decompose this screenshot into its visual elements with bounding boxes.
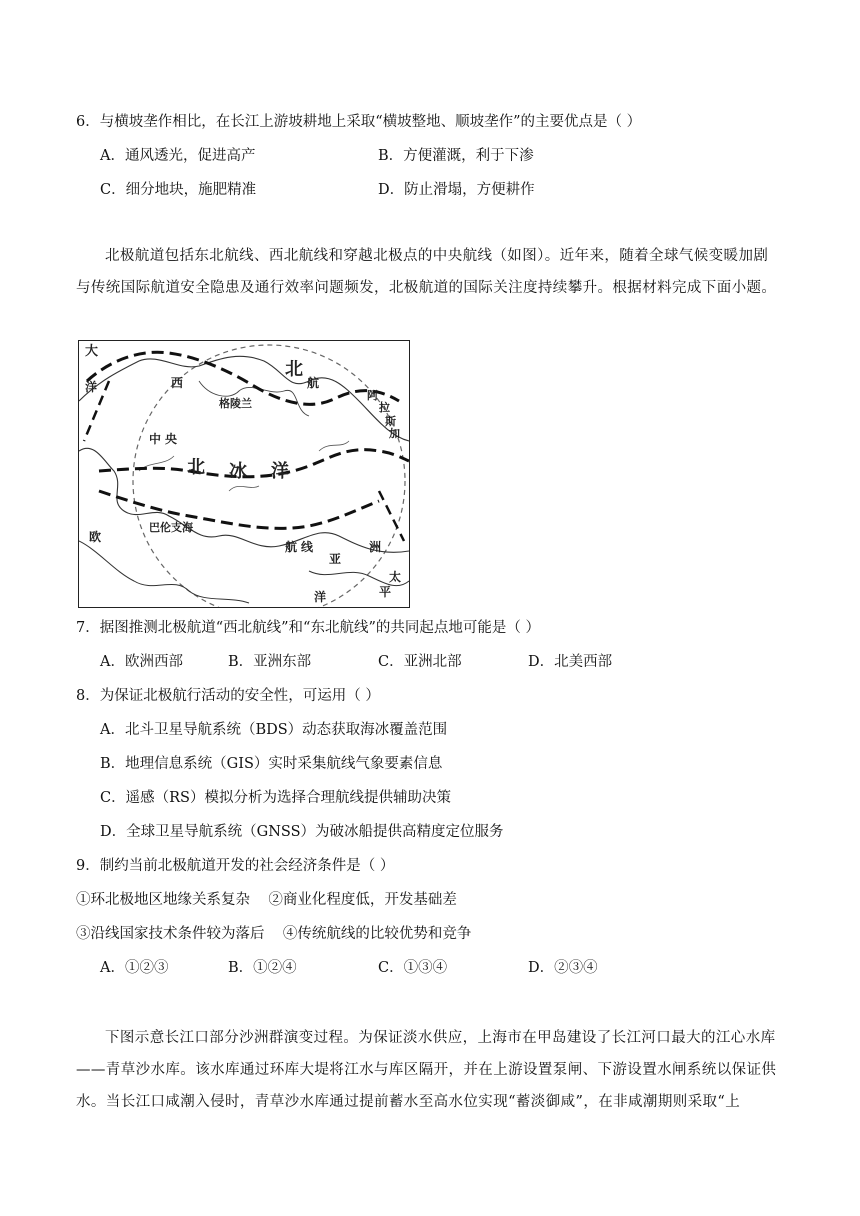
q9-items-1: ①环北极地区地缘关系复杂 ②商业化程度低，开发基础差 xyxy=(76,892,457,908)
q9-option-c: C．①③④ xyxy=(378,960,448,976)
q6-option-b: B．方便灌溉，利于下渗 xyxy=(378,148,534,164)
arctic-map-svg xyxy=(79,341,409,607)
central-route xyxy=(99,450,409,477)
map-label-14: 亚 xyxy=(329,552,342,566)
q8-option-b: B．地理信息系统（GIS）实时采集航线气象要素信息 xyxy=(100,756,443,772)
map-label-16: 太 xyxy=(389,570,402,584)
q9-option-a: A．①②③ xyxy=(100,960,169,976)
q9-option-b: B．①②④ xyxy=(228,960,297,976)
arctic-route-map xyxy=(78,340,410,608)
q8-option-c: C．遥感（RS）模拟分析为选择合理航线提供辅助决策 xyxy=(100,790,451,806)
map-label-21: 斯 xyxy=(385,415,396,428)
q7-stem: 7．据图推测北极航道“西北航线”和“东北航线”的共同起点地可能是（ ） xyxy=(76,620,540,636)
passage-arctic: 北极航道包括东北航线、西北航线和穿越北极点的中央航线（如图）。近年来，随着全球气候变暖加剧与传统国际航道安全隐患及通行效率问题频发，北极航道的国际关注度持续攀升。根据材料完成下面小题。 xyxy=(76,248,777,296)
coastline-sw xyxy=(79,541,249,603)
q6-option-d: D．防止滑塌，方便耕作 xyxy=(378,182,535,198)
map-label-9: 洋 xyxy=(271,461,289,482)
map-label-11: 线 xyxy=(301,540,314,554)
q6-option-a: A．通风透光，促进高产 xyxy=(100,148,256,164)
q9-option-d: D．②③④ xyxy=(528,960,598,976)
map-label-13: 欧 xyxy=(89,530,102,544)
q8-option-a: A．北斗卫星导航系统（BDS）动态获取海冰覆盖范围 xyxy=(100,722,448,738)
map-label-2: 西 xyxy=(171,376,184,390)
map-label-4: 航 xyxy=(307,376,320,390)
q7-option-a: A．欧洲西部 xyxy=(100,654,183,670)
map-label-12: 巴伦支海 xyxy=(149,521,193,534)
map-label-7: 北 xyxy=(187,457,205,478)
map-label-3: 北 xyxy=(285,359,303,380)
map-label-23: 格陵兰 xyxy=(219,397,252,410)
q7-option-d: D．北美西部 xyxy=(528,654,613,670)
map-label-5: 中 xyxy=(149,432,162,446)
map-label-0: 大 xyxy=(85,344,99,359)
q6-option-c: C．细分地块，施肥精准 xyxy=(100,182,257,198)
q9-stem: 9．制约当前北极航道开发的社会经济条件是（ ） xyxy=(76,858,395,874)
map-label-8: 冰 xyxy=(229,461,247,482)
map-label-22: 加 xyxy=(389,427,400,440)
q6-stem: 6．与横坡垄作相比，在长江上游坡耕地上采取“横坡整地、顺坡垄作”的主要优点是（ ） xyxy=(76,114,642,130)
q7-option-b: B．亚洲东部 xyxy=(228,654,312,670)
map-label-19: 阿 xyxy=(367,389,378,402)
map-label-1: 洋 xyxy=(85,380,98,394)
map-label-17: 平 xyxy=(379,585,392,599)
map-label-10: 航 xyxy=(285,540,298,554)
map-label-20: 拉 xyxy=(379,401,390,414)
q7-option-c: C．亚洲北部 xyxy=(378,654,462,670)
q8-stem: 8．为保证北极航行活动的安全性，可运用（ ） xyxy=(76,688,380,704)
map-label-6: 央 xyxy=(165,432,178,446)
map-label-18: 洋 xyxy=(314,590,327,604)
passage-yangtze: 下图示意长江口部分沙洲群演变过程。为保证淡水供应，上海市在甲岛建设了长江河口最大的江心水库——青草沙水库。该水库通过环库大堤将江水与库区隔开，并在上游设置泵闸、下游设置水闸系统以保证供水。当长江口咸潮入侵时，青草沙水库通过提前蓄水至高水位实现“蓄淡御咸”，在非咸潮期则采取“上 xyxy=(76,1030,777,1110)
map-label-15: 洲 xyxy=(369,540,382,554)
northeast-route xyxy=(99,491,379,528)
q9-items-2: ③沿线国家技术条件较为落后 ④传统航线的比较优势和竞争 xyxy=(76,926,472,942)
q8-option-d: D．全球卫星导航系统（GNSS）为破冰船提供高精度定位服务 xyxy=(100,824,504,840)
